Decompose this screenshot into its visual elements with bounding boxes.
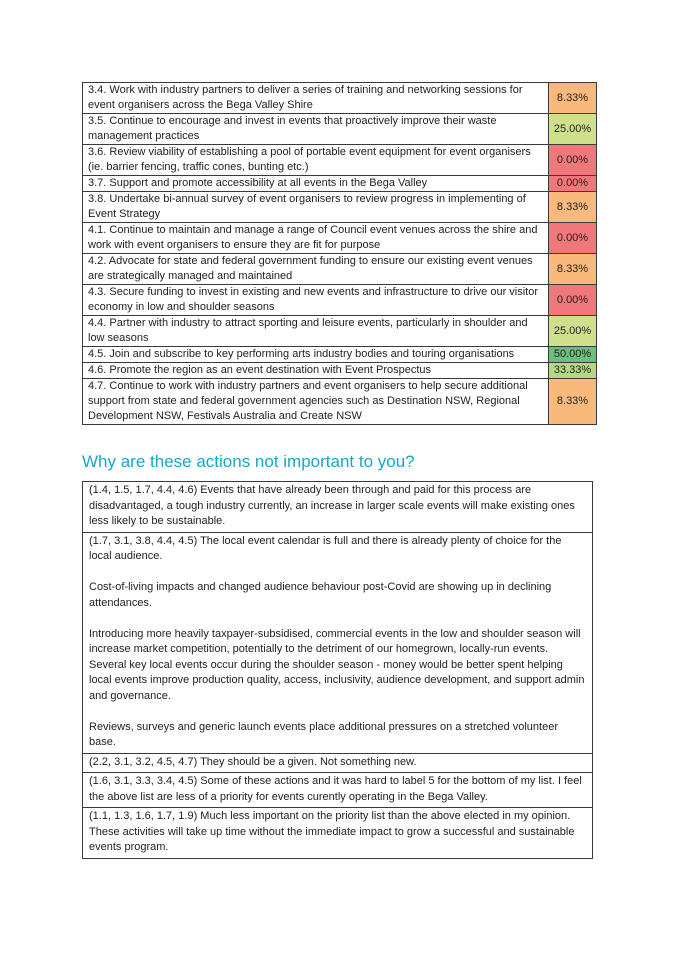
- action-percentage: 8.33%: [549, 83, 597, 114]
- response-row: [83, 773, 593, 808]
- action-description: 3.6. Review viability of establishing a pool of portable event equipment for event organisers (ie. barrier fencing, traffic cones, bunting etc.): [83, 145, 549, 176]
- action-row: [83, 176, 597, 192]
- responses-table: [82, 481, 593, 859]
- action-percentage: 8.33%: [549, 254, 597, 285]
- action-row: [83, 379, 597, 425]
- action-description: 3.5. Continue to encourage and invest in events that proactively improve their waste management practices: [83, 114, 549, 145]
- response-row: [83, 532, 593, 753]
- action-percentage: 0.00%: [549, 145, 597, 176]
- action-percentage: 0.00%: [549, 285, 597, 316]
- action-description: 4.7. Continue to work with industry partners and event organisers to help secure additional support from state and federal government agencies such as Destination NSW, Regional Development NSW, Festivals Australia and Create NSW: [83, 379, 549, 425]
- response-paragraph: (1.6, 3.1, 3.3, 3.4, 4.5) Some of these actions and it was hard to label 5 for the bottom of my list. I feel the above list are less of a priority for events curently operating in the Bega Valley.: [89, 775, 582, 803]
- response-cell: [83, 773, 593, 808]
- response-row: [83, 753, 593, 773]
- action-percentage: 25.00%: [549, 316, 597, 347]
- action-description: 3.4. Work with industry partners to deliver a series of training and networking sessions for event organisers across the Bega Valley Shire: [83, 83, 549, 114]
- action-row: [83, 83, 597, 114]
- response-paragraph: Introducing more heavily taxpayer-subsidised, commercial events in the low and shoulder season will increase market competition, potentially to the detriment of our homegrown, locally-run events. Several key local events occur during the shoulder season - money would be better spent helping local events improve production quality, access, inclusivity, audience development, and support admin and governance.: [89, 627, 585, 702]
- action-percentage-table: [82, 82, 597, 425]
- response-paragraph: (1.4, 1.5, 1.7, 4.4, 4.6) Events that have already been through and paid for this process are disadvantaged, a tough industry currently, an increase in larger scale events will make existing ones less likely to be sustainable.: [89, 484, 575, 527]
- response-cell: [83, 532, 593, 753]
- response-paragraph: Cost-of-living impacts and changed audience behaviour post-Covid are showing up in declining attendances.: [89, 581, 552, 609]
- response-cell: [83, 753, 593, 773]
- action-percentage: 8.33%: [549, 192, 597, 223]
- action-row: [83, 114, 597, 145]
- response-paragraph: (2.2, 3.1, 3.2, 4.5, 4.7) They should be a given. Not something new.: [89, 755, 417, 768]
- action-percentage: 33.33%: [549, 363, 597, 379]
- action-percentage: 50.00%: [549, 347, 597, 363]
- response-paragraph: (1.1, 1.3, 1.6, 1.7, 1.9) Much less important on the priority list than the above elected in my opinion. These activities will take up time without the immediate impact to grow a successful and sustainable events program.: [89, 810, 575, 853]
- action-description: 4.6. Promote the region as an event destination with Event Prospectus: [83, 363, 549, 379]
- section-heading: Why are these actions not important to you?: [82, 452, 415, 471]
- action-percentage: 0.00%: [549, 223, 597, 254]
- response-cell: [83, 482, 593, 533]
- action-row: [83, 223, 597, 254]
- action-row: [83, 254, 597, 285]
- action-row: [83, 145, 597, 176]
- action-description: 4.4. Partner with industry to attract sporting and leisure events, particularly in shoulder and low seasons: [83, 316, 549, 347]
- action-description: 4.5. Join and subscribe to key performing arts industry bodies and touring organisations: [83, 347, 549, 363]
- action-row: [83, 285, 597, 316]
- action-row: [83, 363, 597, 379]
- response-paragraph: Reviews, surveys and generic launch events place additional pressures on a stretched volunteer base.: [89, 720, 558, 748]
- action-description: 3.8. Undertake bi-annual survey of event organisers to review progress in implementing of Event Strategy: [83, 192, 549, 223]
- action-description: 3.7. Support and promote accessibility at all events in the Bega Valley: [83, 176, 549, 192]
- response-cell: [83, 808, 593, 859]
- action-row: [83, 192, 597, 223]
- response-paragraph: (1.7, 3.1, 3.8, 4.4, 4.5) The local event calendar is full and there is already plenty of choice for the local audience.: [89, 534, 562, 562]
- response-row: [83, 482, 593, 533]
- action-description: 4.3. Secure funding to invest in existing and new events and infrastructure to drive our visitor economy in low and shoulder seasons: [83, 285, 549, 316]
- action-description: 4.2. Advocate for state and federal government funding to ensure our existing event venues are strategically managed and maintained: [83, 254, 549, 285]
- action-row: [83, 316, 597, 347]
- action-percentage: 0.00%: [549, 176, 597, 192]
- action-percentage: 8.33%: [549, 379, 597, 425]
- action-row: [83, 347, 597, 363]
- action-description: 4.1. Continue to maintain and manage a range of Council event venues across the shire and work with event organisers to ensure they are fit for purpose: [83, 223, 549, 254]
- response-row: [83, 808, 593, 859]
- action-percentage: 25.00%: [549, 114, 597, 145]
